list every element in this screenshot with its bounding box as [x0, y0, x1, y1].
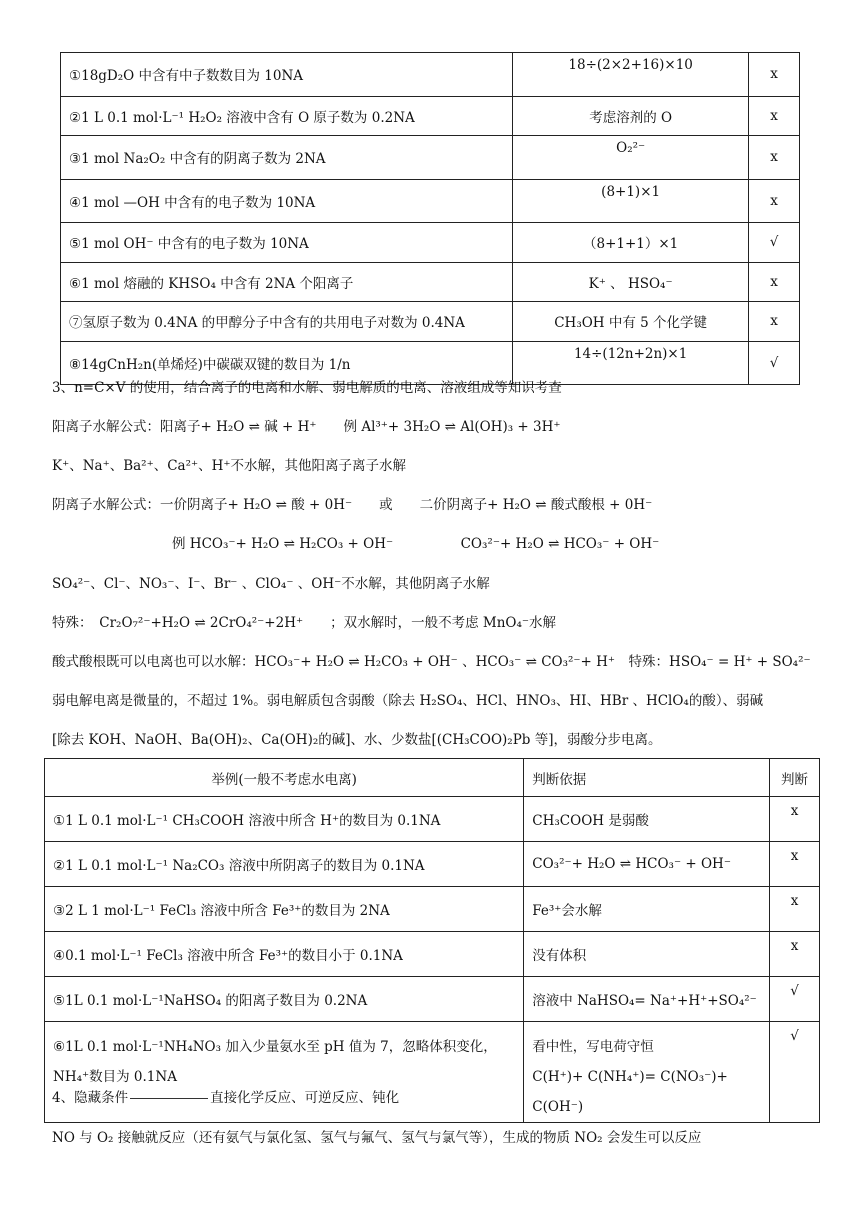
table-na-count-1 — [60, 52, 800, 385]
table-row — [61, 262, 800, 302]
section-4-subtitle: 直接化学反应、可逆反应、钝化 — [210, 1090, 400, 1106]
statement-cell: ⑤1L 0.1 mol·L⁻¹NaHSO₄ 的阳离子数目为 0.2NA — [45, 977, 524, 1022]
section-4-heading — [52, 1086, 399, 1106]
table-row — [61, 223, 800, 263]
judge-cell: x — [770, 887, 820, 932]
judge-cell: x — [770, 932, 820, 977]
table-row — [45, 1022, 820, 1123]
basis-cell: 14÷(12n+2n)×1 — [513, 341, 749, 385]
anion-hydrolysis-formula: 阴离子水解公式：一价阴离子+ H₂O ⇌ 酸 + 0H⁻ 或 二价阴离子+ H₂O ⇌ 酸式酸根 + 0H⁻ — [52, 497, 653, 513]
statement-cell — [45, 1022, 524, 1123]
judge-cell: x — [749, 96, 800, 136]
table-header-row — [45, 759, 820, 797]
basis-line: C(H⁺)+ C(NH₄⁺)= C(NO₃⁻)+ C(OH⁻) — [532, 1069, 728, 1115]
statement-cell: ③2 L 1 mol·L⁻¹ FeCl₃ 溶液中所含 Fe³⁺的数目为 2NA — [45, 887, 524, 932]
judge-cell: x — [749, 262, 800, 302]
basis-cell: O₂²⁻ — [513, 136, 749, 180]
basis-cell: 考虑溶剂的 O — [513, 96, 749, 136]
judge-cell: x — [770, 842, 820, 887]
basis-cell: CH₃COOH 是弱酸 — [524, 797, 770, 842]
special-case-line: 特殊： Cr₂O₇²⁻+H₂O ⇌ 2CrO₄²⁻+2H⁺ ；双水解时，一般不考虑 MnO₄⁻水解 — [52, 615, 557, 631]
judge-cell: x — [749, 302, 800, 342]
statement-cell: ②1 L 0.1 mol·L⁻¹ Na₂CO₃ 溶液中所阴离子的数目为 0.1NA — [45, 842, 524, 887]
table-row — [45, 932, 820, 977]
statement-cell: ②1 L 0.1 mol·L⁻¹ H₂O₂ 溶液中含有 O 原子数为 0.2NA — [61, 96, 513, 136]
table-row — [61, 136, 800, 180]
statement-cell: ⑦氢原子数为 0.4NA 的甲醇分子中含有的共用电子对数为 0.4NA — [61, 302, 513, 342]
column-header: 举例(一般不考虑水电离) — [45, 759, 524, 797]
judge-cell: √ — [749, 341, 800, 385]
basis-cell: CO₃²⁻+ H₂O ⇌ HCO₃⁻ + OH⁻ — [524, 842, 770, 887]
basis-cell: 溶液中 NaHSO₄= Na⁺+H⁺+SO₄²⁻ — [524, 977, 770, 1022]
judge-cell: x — [749, 53, 800, 97]
table-row — [61, 179, 800, 223]
judge-cell: √ — [770, 1022, 820, 1123]
judge-cell: x — [770, 797, 820, 842]
statement-line: NH₄⁺数目为 0.1NA — [53, 1069, 177, 1085]
acid-salt-line: 酸式酸根既可以电离也可以水解：HCO₃⁻+ H₂O ⇌ H₂CO₃ + OH⁻ 、HCO₃⁻ ⇌ CO₃²⁻+ H⁺ 特殊：HSO₄⁻ = H⁺ + SO₄²⁻ — [52, 654, 811, 670]
statement-cell: ①1 L 0.1 mol·L⁻¹ CH₃COOH 溶液中所含 H⁺的数目为 0.1NA — [45, 797, 524, 842]
basis-cell: K⁺ 、 HSO₄⁻ — [513, 262, 749, 302]
weak-electrolyte-line-1: 弱电解电离是微量的，不超过 1%。弱电解质包含弱酸（除去 H₂SO₄、HCl、HNO₃、HI、HBr 、HClO₄的酸）、弱碱 — [52, 693, 764, 709]
statement-cell: ③1 mol Na₂O₂ 中含有的阴离子数为 2NA — [61, 136, 513, 180]
non-hydrolyzing-cations: K⁺、Na⁺、Ba²⁺、Ca²⁺、H⁺不水解，其他阳离子离子水解 — [52, 458, 407, 474]
statement-cell: ④0.1 mol·L⁻¹ FeCl₃ 溶液中所含 Fe³⁺的数目小于 0.1NA — [45, 932, 524, 977]
statement-cell: ④1 mol —OH 中含有的电子数为 10NA — [61, 179, 513, 223]
anion-hydrolysis-example: 例 HCO₃⁻+ H₂O ⇌ H₂CO₃ + OH⁻ CO₃²⁻+ H₂O ⇌ HCO₃⁻ + OH⁻ — [172, 536, 660, 552]
table-row — [45, 797, 820, 842]
statement-cell: ⑧14gCnH₂n(单烯烃)中碳碳双键的数目为 1/n — [61, 341, 513, 385]
basis-cell: Fe³⁺会水解 — [524, 887, 770, 932]
table-row — [45, 842, 820, 887]
judge-cell: √ — [749, 223, 800, 263]
divider — [130, 1098, 208, 1099]
section-4-title: 4、隐藏条件 — [52, 1090, 129, 1106]
statement-line: ⑥1L 0.1 mol·L⁻¹NH₄NO₃ 加入少量氨水至 pH 值为 7，忽略体积变化， — [53, 1039, 497, 1055]
judge-cell: √ — [770, 977, 820, 1022]
cation-hydrolysis-formula: 阳离子水解公式：阳离子+ H₂O ⇌ 碱 + H⁺ 例 Al³⁺+ 3H₂O ⇌ Al(OH)₃ + 3H⁺ — [52, 419, 561, 435]
table-row — [45, 977, 820, 1022]
basis-cell: 18÷(2×2+16)×10 — [513, 53, 749, 97]
table-row — [45, 887, 820, 932]
statement-cell: ⑥1 mol 熔融的 KHSO₄ 中含有 2NA 个阳离子 — [61, 262, 513, 302]
table-row — [61, 53, 800, 97]
judge-cell: x — [749, 136, 800, 180]
statement-cell: ⑤1 mol OH⁻ 中含有的电子数为 10NA — [61, 223, 513, 263]
table-row — [61, 302, 800, 342]
basis-cell: （8+1+1）×1 — [513, 223, 749, 263]
column-header: 判断依据 — [524, 759, 770, 797]
basis-cell: (8+1)×1 — [513, 179, 749, 223]
table-row — [61, 96, 800, 136]
judge-cell: x — [749, 179, 800, 223]
section-3-heading: 3、n=C×V 的使用，结合离子的电离和水解、弱电解质的电离、溶液组成等知识考查 — [52, 380, 562, 396]
basis-cell: 没有体积 — [524, 932, 770, 977]
section-4-paragraph: NO 与 O₂ 接触就反应（还有氨气与氯化氢、氢气与氟气、氢气与氯气等），生成的物质 NO₂ 会发生可以反应 — [52, 1130, 702, 1146]
column-header: 判断 — [770, 759, 820, 797]
basis-cell — [524, 1022, 770, 1123]
weak-electrolyte-line-2: [除去 KOH、NaOH、Ba(OH)₂、Ca(OH)₂的碱]、水、少数盐[(CH₃COO)₂Pb 等]，弱酸分步电离。 — [52, 732, 662, 748]
statement-cell: ①18gD₂O 中含有中子数数目为 10NA — [61, 53, 513, 97]
table-na-count-2 — [44, 758, 820, 1123]
basis-line: 看中性，写电荷守恒 — [532, 1039, 654, 1055]
basis-cell: CH₃OH 中有 5 个化学键 — [513, 302, 749, 342]
non-hydrolyzing-anions: SO₄²⁻、Cl⁻、NO₃⁻、I⁻、Br⁻ 、ClO₄⁻ 、OH⁻不水解，其他阴离子水解 — [52, 576, 490, 592]
